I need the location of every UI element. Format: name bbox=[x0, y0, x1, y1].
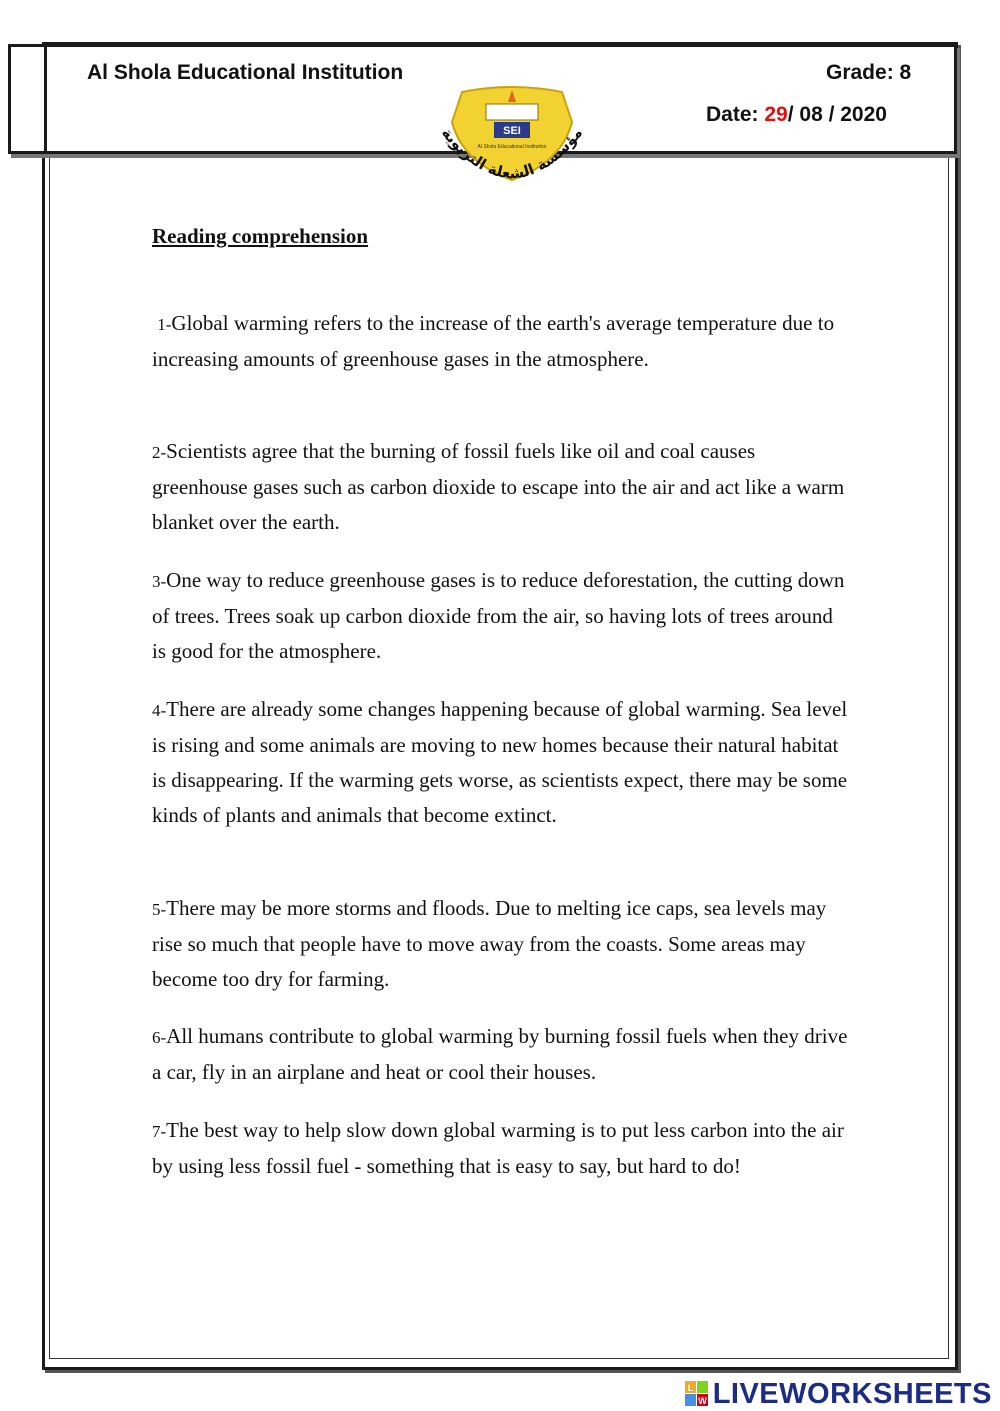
date-day: 29 bbox=[764, 103, 788, 126]
passage-text: One way to reduce greenhouse gases is to reduce deforestation, the cutting down of trees. Trees soak up carbon dioxide from the air, so having lots of trees around is good for the atmosphere. bbox=[152, 568, 845, 663]
passage-text: There are already some changes happening because of global warming. Sea level is rising and some animals are moving to new homes because their natural habitat is disappearing. If the warming gets worse, as scientists expect, there may be some kinds of plants and animals that become extinct. bbox=[152, 697, 848, 827]
watermark-text: LIVEWORKSHEETS bbox=[712, 1377, 992, 1410]
header-divider bbox=[44, 44, 47, 154]
passage-3 bbox=[152, 563, 852, 669]
passage-text: Global warming refers to the increase of the earth's average temperature due to increasing amounts of greenhouse gases in the atmosphere. bbox=[152, 311, 835, 371]
logo-arabic-text: مؤسسة الشعلة التربوية bbox=[437, 123, 587, 183]
passage-number: 1- bbox=[157, 315, 172, 334]
icon-letter-l: L bbox=[687, 1383, 693, 1393]
school-logo bbox=[432, 82, 592, 197]
passage-7 bbox=[152, 1113, 852, 1184]
passage-number: 4- bbox=[152, 701, 167, 720]
passage-number: 2- bbox=[152, 443, 167, 462]
passage-text: Scientists agree that the burning of fossil fuels like oil and coal causes greenhouse gases such as carbon dioxide to escape into the air and act like a warm blanket over the earth. bbox=[152, 439, 845, 534]
passage-text: All humans contribute to global warming by burning fossil fuels when they drive a car, fly in an airplane and heat or cool their houses. bbox=[152, 1024, 848, 1084]
passage-1 bbox=[152, 306, 852, 377]
page-title: Reading comprehension bbox=[152, 224, 369, 248]
passage-number: 3- bbox=[152, 572, 167, 591]
passage-number: 5- bbox=[152, 900, 167, 919]
passage-5 bbox=[152, 891, 852, 997]
passage-text: There may be more storms and floods. Due to melting ice caps, sea levels may rise so much that people have to move away from the coasts. Some areas may become too dry for farming. bbox=[152, 896, 827, 991]
passage-4 bbox=[152, 692, 852, 833]
date-rest: / 08 / 2020 bbox=[787, 103, 887, 126]
passage-number: 7- bbox=[152, 1122, 167, 1141]
passage-text: The best way to help slow down global warming is to put less carbon into the air by using less fossil fuel - something that is easy to say, but hard to do! bbox=[152, 1118, 844, 1178]
passage-2 bbox=[152, 434, 852, 540]
grade-label: Grade: 8 bbox=[826, 61, 912, 84]
logo-book bbox=[486, 104, 538, 120]
date-label bbox=[706, 103, 887, 127]
logo-small-text: Al Shola Educational Institution bbox=[477, 144, 547, 150]
logo-badge-text: SEI bbox=[503, 125, 521, 137]
passage-number: 6- bbox=[152, 1028, 167, 1047]
date-prefix: Date: bbox=[706, 103, 765, 126]
icon-letter-w: W bbox=[697, 1396, 707, 1406]
passage-6 bbox=[152, 1019, 852, 1090]
liveworksheets-icon bbox=[685, 1381, 709, 1407]
liveworksheets-watermark[interactable] bbox=[685, 1379, 992, 1409]
school-name: Al Shola Educational Institution bbox=[87, 61, 404, 84]
